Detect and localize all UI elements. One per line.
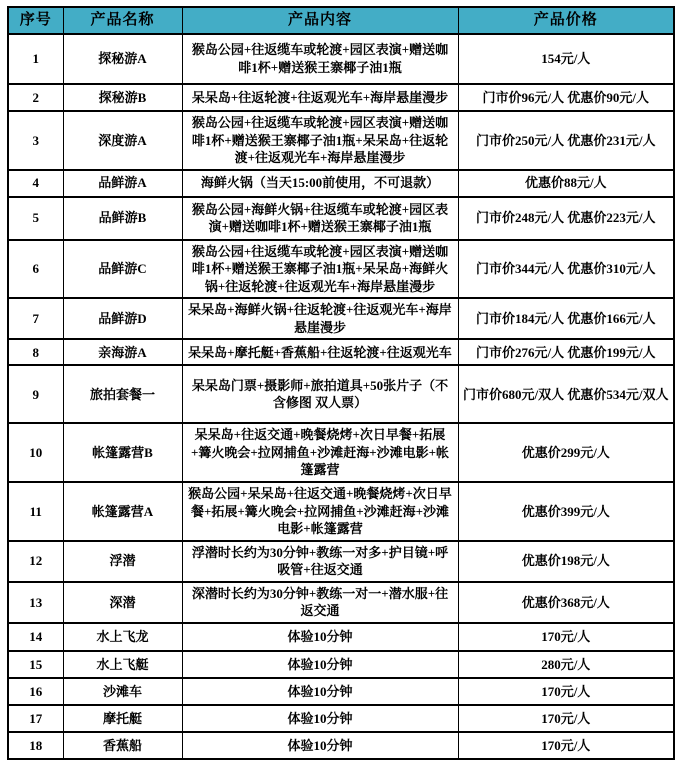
table-header	[8, 7, 674, 34]
cell-product-content: 呆呆岛+往返轮渡+往返观光车+海岸悬崖漫步	[182, 84, 458, 111]
cell-product-price: 优惠价399元/人	[458, 482, 674, 541]
table-row	[8, 623, 674, 651]
cell-serial-number: 14	[8, 623, 63, 651]
cell-serial-number: 4	[8, 170, 63, 197]
cell-serial-number: 16	[8, 678, 63, 705]
table-row	[8, 482, 674, 541]
cell-serial-number: 3	[8, 111, 63, 170]
cell-serial-number: 1	[8, 34, 63, 84]
cell-product-price: 170元/人	[458, 623, 674, 651]
header-serial-number: 序号	[8, 7, 63, 34]
cell-product-name: 旅拍套餐一	[63, 365, 182, 423]
cell-product-content: 体验10分钟	[182, 705, 458, 732]
cell-product-content: 深潜时长约为30分钟+教练一对一+潜水服+往返交通	[182, 582, 458, 623]
cell-product-name: 探秘游B	[63, 84, 182, 111]
cell-product-name: 品鲜游A	[63, 170, 182, 197]
table-row	[8, 732, 674, 759]
cell-product-price: 优惠价299元/人	[458, 423, 674, 482]
cell-product-content: 体验10分钟	[182, 678, 458, 705]
cell-product-price: 280元/人	[458, 651, 674, 678]
table-row	[8, 582, 674, 623]
cell-product-price: 门市价96元/人 优惠价90元/人	[458, 84, 674, 111]
header-product-price: 产品价格	[458, 7, 674, 34]
cell-product-name: 品鲜游D	[63, 298, 182, 339]
cell-product-name: 水上飞艇	[63, 651, 182, 678]
cell-product-content: 呆呆岛+海鲜火锅+往返轮渡+往返观光车+海岸悬崖漫步	[182, 298, 458, 339]
cell-product-content: 猴岛公园+往返缆车或轮渡+园区表演+赠送咖啡1杯+赠送猴王寨椰子油1瓶+呆呆岛+往返轮渡+往返观光车+海岸悬崖漫步	[182, 111, 458, 170]
header-product-content: 产品内容	[182, 7, 458, 34]
table-row	[8, 34, 674, 84]
cell-serial-number: 18	[8, 732, 63, 759]
cell-product-content: 猴岛公园+海鲜火锅+往返缆车或轮渡+园区表演+赠送咖啡1杯+赠送猴王寨椰子油1瓶	[182, 197, 458, 240]
cell-serial-number: 2	[8, 84, 63, 111]
cell-product-content: 呆呆岛门票+摄影师+旅拍道具+50张片子（不含修图 双人票）	[182, 365, 458, 423]
cell-product-price: 优惠价198元/人	[458, 541, 674, 582]
cell-product-name: 探秘游A	[63, 34, 182, 84]
table-row	[8, 240, 674, 299]
table-row	[8, 651, 674, 678]
cell-product-price: 门市价248元/人 优惠价223元/人	[458, 197, 674, 240]
cell-serial-number: 10	[8, 423, 63, 482]
cell-product-name: 帐篷露营B	[63, 423, 182, 482]
table-row	[8, 170, 674, 197]
table-row	[8, 197, 674, 240]
cell-serial-number: 7	[8, 298, 63, 339]
cell-product-price: 170元/人	[458, 678, 674, 705]
cell-serial-number: 12	[8, 541, 63, 582]
cell-product-price: 门市价276元/人 优惠价199元/人	[458, 339, 674, 365]
cell-product-content: 体验10分钟	[182, 732, 458, 759]
table-row	[8, 541, 674, 582]
cell-serial-number: 17	[8, 705, 63, 732]
cell-product-price: 170元/人	[458, 732, 674, 759]
cell-product-content: 呆呆岛+往返交通+晚餐烧烤+次日早餐+拓展+篝火晚会+拉网捕鱼+沙滩赶海+沙滩电影+帐篷露营	[182, 423, 458, 482]
cell-product-name: 帐篷露营A	[63, 482, 182, 541]
cell-product-name: 香蕉船	[63, 732, 182, 759]
cell-serial-number: 11	[8, 482, 63, 541]
cell-serial-number: 6	[8, 240, 63, 299]
cell-product-content: 海鲜火锅（当天15:00前使用，不可退款）	[182, 170, 458, 197]
cell-serial-number: 5	[8, 197, 63, 240]
table-row	[8, 423, 674, 482]
cell-product-price: 170元/人	[458, 705, 674, 732]
cell-product-content: 体验10分钟	[182, 623, 458, 651]
table-row	[8, 339, 674, 365]
cell-product-name: 深度游A	[63, 111, 182, 170]
table-body	[8, 34, 674, 759]
cell-product-name: 摩托艇	[63, 705, 182, 732]
cell-product-price: 门市价344元/人 优惠价310元/人	[458, 240, 674, 299]
table-row	[8, 84, 674, 111]
cell-serial-number: 13	[8, 582, 63, 623]
table-row	[8, 705, 674, 732]
table-row	[8, 111, 674, 170]
header-product-name: 产品名称	[63, 7, 182, 34]
cell-product-content: 体验10分钟	[182, 651, 458, 678]
table-row	[8, 365, 674, 423]
cell-product-name: 水上飞龙	[63, 623, 182, 651]
cell-product-price: 门市价184元/人 优惠价166元/人	[458, 298, 674, 339]
cell-serial-number: 15	[8, 651, 63, 678]
cell-product-content: 猴岛公园+往返缆车或轮渡+园区表演+赠送咖啡1杯+赠送猴王寨椰子油1瓶	[182, 34, 458, 84]
cell-serial-number: 9	[8, 365, 63, 423]
cell-product-name: 沙滩车	[63, 678, 182, 705]
cell-product-name: 品鲜游C	[63, 240, 182, 299]
cell-serial-number: 8	[8, 339, 63, 365]
cell-product-content: 猴岛公园+往返缆车或轮渡+园区表演+赠送咖啡1杯+赠送猴王寨椰子油1瓶+呆呆岛+海鲜火锅+往返轮渡+往返观光车+海岸悬崖漫步	[182, 240, 458, 299]
cell-product-price: 优惠价368元/人	[458, 582, 674, 623]
product-price-table	[7, 6, 675, 760]
cell-product-content: 猴岛公园+呆呆岛+往返交通+晚餐烧烤+次日早餐+拓展+篝火晚会+拉网捕鱼+沙滩赶海+沙滩电影+帐篷露营	[182, 482, 458, 541]
cell-product-price: 门市价250元/人 优惠价231元/人	[458, 111, 674, 170]
cell-product-name: 亲海游A	[63, 339, 182, 365]
cell-product-name: 深潜	[63, 582, 182, 623]
cell-product-name: 品鲜游B	[63, 197, 182, 240]
cell-product-price: 154元/人	[458, 34, 674, 84]
cell-product-price: 门市价680元/双人 优惠价534元/双人	[458, 365, 674, 423]
header-row	[8, 7, 674, 34]
cell-product-price: 优惠价88元/人	[458, 170, 674, 197]
table-row	[8, 298, 674, 339]
cell-product-content: 呆呆岛+摩托艇+香蕉船+往返轮渡+往返观光车	[182, 339, 458, 365]
cell-product-content: 浮潜时长约为30分钟+教练一对多+护目镜+呼吸管+往返交通	[182, 541, 458, 582]
table-row	[8, 678, 674, 705]
cell-product-name: 浮潜	[63, 541, 182, 582]
